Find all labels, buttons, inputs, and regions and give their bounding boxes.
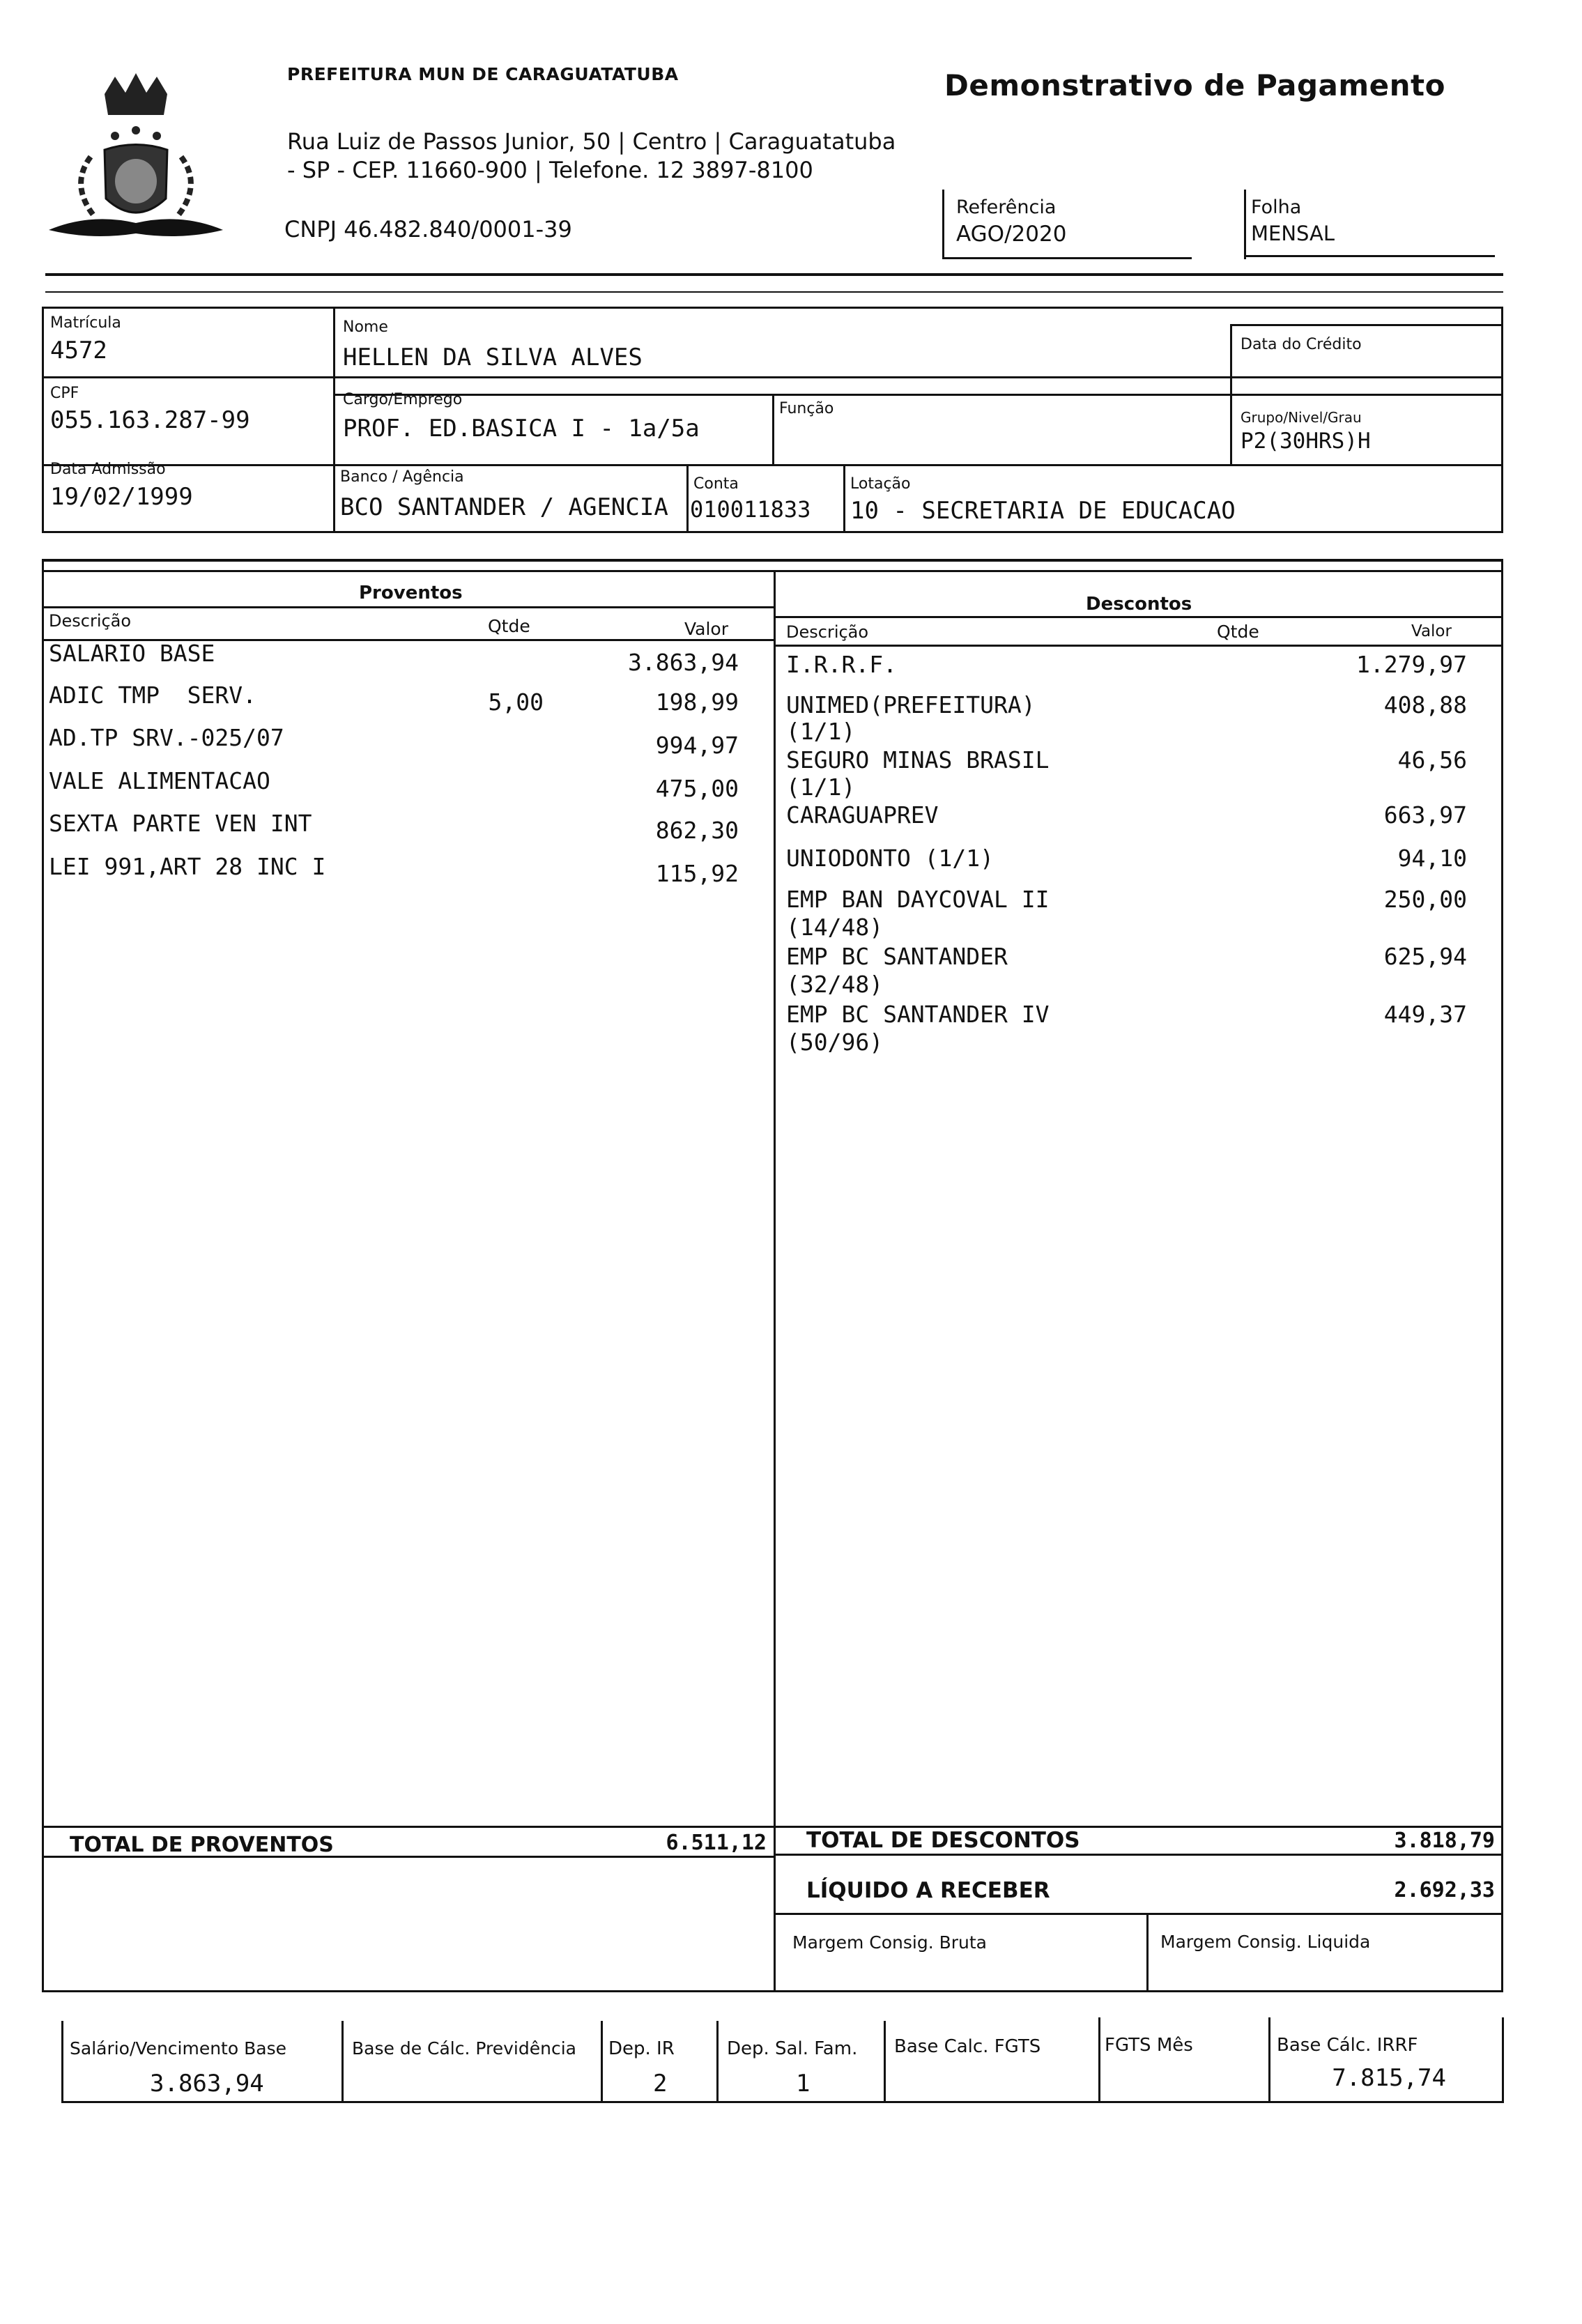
folha-label: Folha bbox=[1251, 197, 1302, 218]
footer-left-edge bbox=[61, 2021, 63, 2103]
desconto-valor: 46,56 bbox=[1397, 746, 1467, 774]
address-line-2: - SP - CEP. 11660-900 | Telefone. 12 3897-8100 bbox=[287, 157, 813, 183]
referencia-value: AGO/2020 bbox=[956, 222, 1067, 247]
desconto-sub: (1/1) bbox=[786, 774, 856, 801]
desconto-valor: 408,88 bbox=[1383, 691, 1467, 718]
org-name: PREFEITURA MUN DE CARAGUATATUBA bbox=[287, 64, 679, 84]
desconto-desc: CARAGUAPREV bbox=[786, 801, 939, 829]
total-descontos-value: 3.818,79 bbox=[1394, 1829, 1495, 1853]
desconto-valor: 1.279,97 bbox=[1356, 651, 1467, 678]
provento-desc: AD.TP SRV.-025/07 bbox=[49, 724, 284, 751]
admissao-label: Data Admissão bbox=[50, 461, 166, 478]
cnpj: CNPJ 46.482.840/0001-39 bbox=[284, 216, 572, 243]
provento-row bbox=[49, 725, 284, 751]
header-separator-2 bbox=[45, 291, 1503, 293]
base-prev-label: Base de Cálc. Previdência bbox=[352, 2038, 576, 2058]
grid-col-funcao bbox=[772, 394, 774, 464]
funcao-label: Função bbox=[779, 400, 834, 417]
descontos-col-valor: Valor bbox=[1411, 622, 1452, 640]
folha-underline bbox=[1244, 255, 1495, 257]
provento-row bbox=[49, 683, 256, 708]
margem-divider bbox=[1146, 1913, 1149, 1992]
referencia-divider bbox=[942, 190, 944, 259]
salario-base-label: Salário/Vencimento Base bbox=[70, 2038, 286, 2058]
total-descontos-label: TOTAL DE DESCONTOS bbox=[806, 1828, 1080, 1853]
grid-col-lotacao bbox=[843, 464, 845, 533]
dep-ir-value: 2 bbox=[653, 2070, 668, 2098]
matricula-label: Matrícula bbox=[50, 314, 121, 332]
provento-row bbox=[49, 811, 312, 836]
nome-label: Nome bbox=[343, 318, 388, 336]
desconto-sub: (50/96) bbox=[786, 1029, 884, 1056]
cargo-value: PROF. ED.BASICA I - 1a/5a bbox=[343, 415, 700, 443]
liquido-bottom-line bbox=[774, 1913, 1503, 1915]
admissao-value: 19/02/1999 bbox=[50, 483, 193, 511]
grid-col-conta bbox=[686, 464, 689, 533]
document-title: Demonstrativo de Pagamento bbox=[944, 68, 1445, 102]
provento-desc: SALARIO BASE bbox=[49, 640, 215, 667]
desconto-desc: EMP BAN DAYCOVAL II bbox=[786, 886, 1050, 913]
grid-col-nome-end bbox=[1230, 324, 1232, 394]
desconto-desc: SEGURO MINAS BRASIL bbox=[786, 746, 1050, 774]
provento-row bbox=[49, 854, 325, 879]
center-divider bbox=[774, 570, 776, 1992]
matricula-value: 4572 bbox=[50, 337, 107, 364]
cargo-top bbox=[333, 394, 1503, 396]
data-credito-label: Data do Crédito bbox=[1241, 336, 1362, 353]
banco-value: BCO SANTANDER / AGENCIA bbox=[340, 493, 668, 521]
total-proventos-label: TOTAL DE PROVENTOS bbox=[70, 1833, 334, 1857]
provento-valor: 862,30 bbox=[655, 817, 739, 844]
proventos-col-qtde: Qtde bbox=[488, 616, 530, 636]
lotacao-label: Lotação bbox=[850, 475, 911, 493]
footer-right-edge bbox=[1502, 2017, 1504, 2103]
grid-row-1 bbox=[42, 376, 1503, 378]
desconto-desc: I.R.R.F. bbox=[786, 651, 897, 678]
footer-div-5 bbox=[1098, 2017, 1100, 2103]
footer-div-6 bbox=[1268, 2017, 1270, 2103]
desconto-desc: EMP BC SANTANDER IV bbox=[786, 1001, 1050, 1028]
totals-top-line bbox=[42, 1826, 1503, 1828]
total-proventos-value: 6.511,12 bbox=[666, 1831, 767, 1855]
data-credito-top bbox=[1230, 324, 1503, 326]
folha-divider bbox=[1244, 190, 1246, 259]
descontos-col-desc: Descrição bbox=[786, 622, 869, 642]
provento-valor: 475,00 bbox=[655, 775, 739, 802]
descontos-col-line bbox=[774, 645, 1503, 647]
footer-bottom bbox=[61, 2101, 1504, 2103]
provento-valor: 3.863,94 bbox=[628, 649, 739, 676]
municipal-crest-icon bbox=[42, 66, 230, 247]
header-separator bbox=[45, 273, 1503, 276]
folha-value: MENSAL bbox=[1251, 222, 1335, 245]
desconto-valor: 625,94 bbox=[1383, 943, 1467, 970]
provento-row bbox=[49, 641, 215, 666]
provento-desc: VALE ALIMENTACAO bbox=[49, 767, 270, 794]
provento-desc: SEXTA PARTE VEN INT bbox=[49, 810, 312, 837]
desconto-desc: UNIMED(PREFEITURA) bbox=[786, 691, 1036, 718]
provento-valor: 994,97 bbox=[655, 732, 739, 759]
grupo-label: Grupo/Nivel/Grau bbox=[1241, 409, 1362, 426]
footer-div-3 bbox=[716, 2021, 719, 2103]
provento-desc: ADIC TMP SERV. bbox=[49, 682, 257, 709]
provento-desc: LEI 991,ART 28 INC I bbox=[49, 853, 326, 880]
dep-ir-label: Dep. IR bbox=[608, 2038, 675, 2059]
provento-qtde: 5,00 bbox=[488, 688, 544, 716]
cpf-label: CPF bbox=[50, 385, 79, 402]
dep-sal-fam-value: 1 bbox=[796, 2070, 811, 2098]
desconto-valor: 94,10 bbox=[1397, 845, 1467, 872]
address-line-1: Rua Luiz de Passos Junior, 50 | Centro | Caraguatatuba bbox=[287, 128, 896, 155]
referencia-underline bbox=[942, 257, 1192, 259]
grid-col-1 bbox=[333, 307, 335, 533]
grupo-value: P2(30HRS)H bbox=[1241, 429, 1371, 454]
base-irrf-value: 7.815,74 bbox=[1332, 2064, 1446, 2092]
banco-label: Banco / Agência bbox=[340, 468, 464, 486]
liquido-label: LÍQUIDO A RECEBER bbox=[806, 1878, 1050, 1903]
grid-col-grupo bbox=[1230, 394, 1232, 464]
cpf-value: 055.163.287-99 bbox=[50, 406, 250, 434]
conta-label: Conta bbox=[693, 475, 739, 493]
proventos-header-line bbox=[42, 606, 774, 608]
desconto-valor: 449,37 bbox=[1383, 1001, 1467, 1028]
base-irrf-label: Base Cálc. IRRF bbox=[1277, 2035, 1418, 2056]
fgts-mes-label: FGTS Mês bbox=[1105, 2035, 1193, 2056]
desconto-sub: (32/48) bbox=[786, 971, 884, 998]
descontos-title: Descontos bbox=[1086, 594, 1192, 615]
desconto-sub: (14/48) bbox=[786, 914, 884, 941]
desconto-valor: 250,00 bbox=[1383, 886, 1467, 913]
provento-valor: 198,99 bbox=[655, 688, 739, 716]
lotacao-value: 10 - SECRETARIA DE EDUCACAO bbox=[850, 497, 1236, 525]
base-fgts-label: Base Calc. FGTS bbox=[894, 2036, 1041, 2057]
salario-base-value: 3.863,94 bbox=[150, 2070, 264, 2098]
footer-div-2 bbox=[601, 2021, 603, 2103]
margem-liquida-label: Margem Consig. Liquida bbox=[1160, 1932, 1371, 1952]
provento-row bbox=[49, 769, 270, 794]
referencia-label: Referência bbox=[956, 197, 1057, 218]
cargo-label: Cargo/Emprego bbox=[343, 391, 463, 408]
descontos-col-qtde: Qtde bbox=[1217, 622, 1259, 642]
margem-bruta-label: Margem Consig. Bruta bbox=[792, 1932, 988, 1953]
totals-bottom-line-right bbox=[774, 1854, 1503, 1856]
desconto-desc: EMP BC SANTANDER bbox=[786, 943, 1008, 970]
liquido-value: 2.692,33 bbox=[1394, 1878, 1495, 1902]
dep-sal-fam-label: Dep. Sal. Fam. bbox=[727, 2038, 858, 2059]
nome-value: HELLEN DA SILVA ALVES bbox=[343, 344, 643, 371]
provento-valor: 115,92 bbox=[655, 860, 739, 887]
descontos-header-line bbox=[774, 616, 1503, 618]
desconto-valor: 663,97 bbox=[1383, 801, 1467, 829]
footer-div-1 bbox=[341, 2021, 344, 2103]
main-table-topline bbox=[42, 570, 1503, 572]
grid-row-2 bbox=[42, 464, 1503, 466]
conta-value: 010011833 bbox=[690, 496, 811, 523]
desconto-desc: UNIODONTO (1/1) bbox=[786, 845, 994, 872]
proventos-col-valor: Valor bbox=[684, 619, 729, 639]
desconto-sub: (1/1) bbox=[786, 718, 856, 745]
proventos-title: Proventos bbox=[359, 583, 463, 603]
footer-div-4 bbox=[884, 2021, 886, 2103]
proventos-col-desc: Descrição bbox=[49, 611, 132, 631]
